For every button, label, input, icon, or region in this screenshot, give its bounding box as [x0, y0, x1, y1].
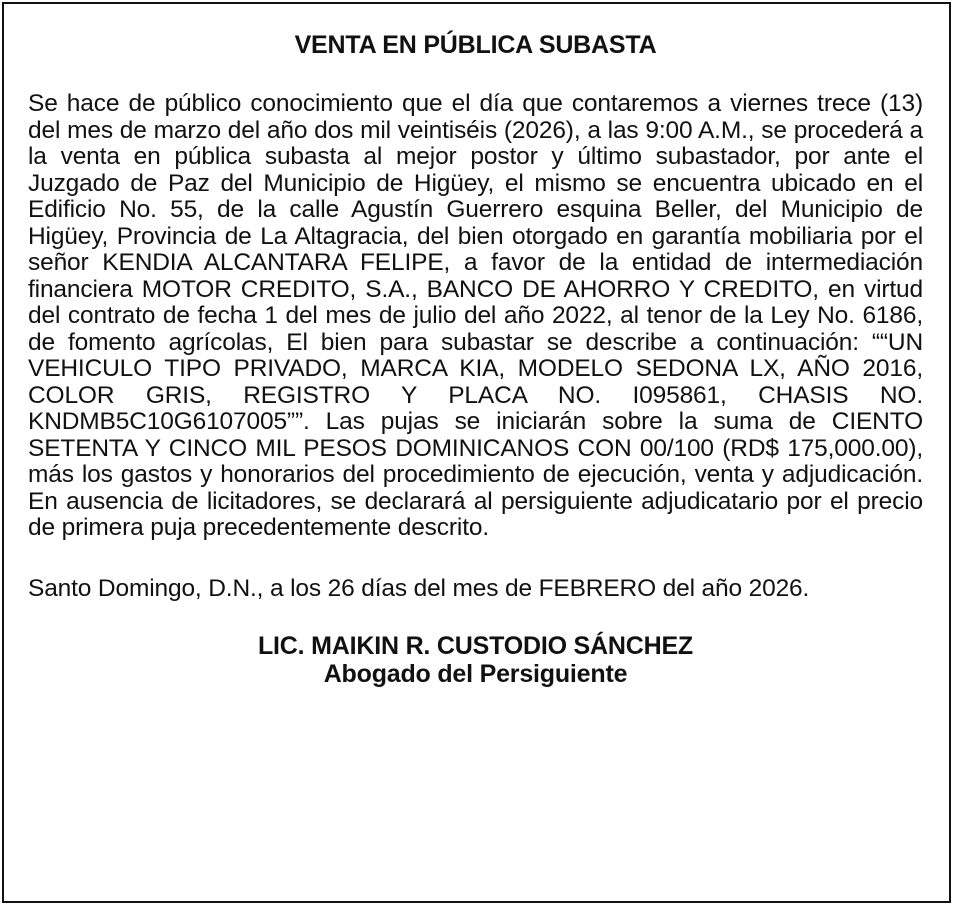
legal-notice-box [2, 2, 951, 903]
notice-title: VENTA EN PÚBLICA SUBASTA [294, 31, 657, 59]
signature-name: LIC. MAIKIN R. CUSTODIO SÁNCHEZ [257, 632, 693, 660]
notice-body: Se hace de público conocimiento que el día que contaremos a viernes trece (13) del mes de marzo del año dos mil veintiséis (2026), a las 9:00 A.M., se procederá a la venta en pública subasta al mejor postor y último subastador, por ante el Juzgado de Paz del Municipio de Higüey, el mismo se encuentra ubicado en el Edificio No. 55, de la calle Agustín Guerrero esquina Beller, del Municipio de Higüey, Provincia de La Altagracia, del bien otorgado en garantía mobiliaria por el señor KENDIA ALCANTARA FELIPE, a favor de la entidad de intermediación financiera MOTOR CREDITO, S.A., BANCO DE AHORRO Y CREDITO, en virtud del contrato de fecha 1 del mes de julio del año 2022, al tenor de la Ley No. 6186, de fomento agrícolas, El bien para subastar se describe a continuación: ““UN VEHICULO TIPO PRIVADO, MARCA KIA, MODELO SEDONA LX, AÑO 2016, COLOR GRIS, REGISTRO Y PLACA NO. I095861, CHASIS NO. KNDMB5C10G6107005””. Las pujas se iniciarán sobre la suma de CIENTO SETENTA Y CINCO MIL PESOS DOMINICANOS CON 00/100 (RD$ 175,000.00), más los gastos y honorarios del procedimiento de ejecución, venta y adjudicación. En ausencia de licitadores, se declarará al persiguiente adjudicatario por el precio de primera puja precedentemente descrito. [28, 90, 923, 541]
signature-block [28, 632, 923, 688]
notice-content [28, 30, 923, 688]
signature-role: Abogado del Persiguiente [323, 660, 628, 688]
notice-closing: Santo Domingo, D.N., a los 26 días del mes de FEBRERO del año 2026. [28, 574, 810, 602]
